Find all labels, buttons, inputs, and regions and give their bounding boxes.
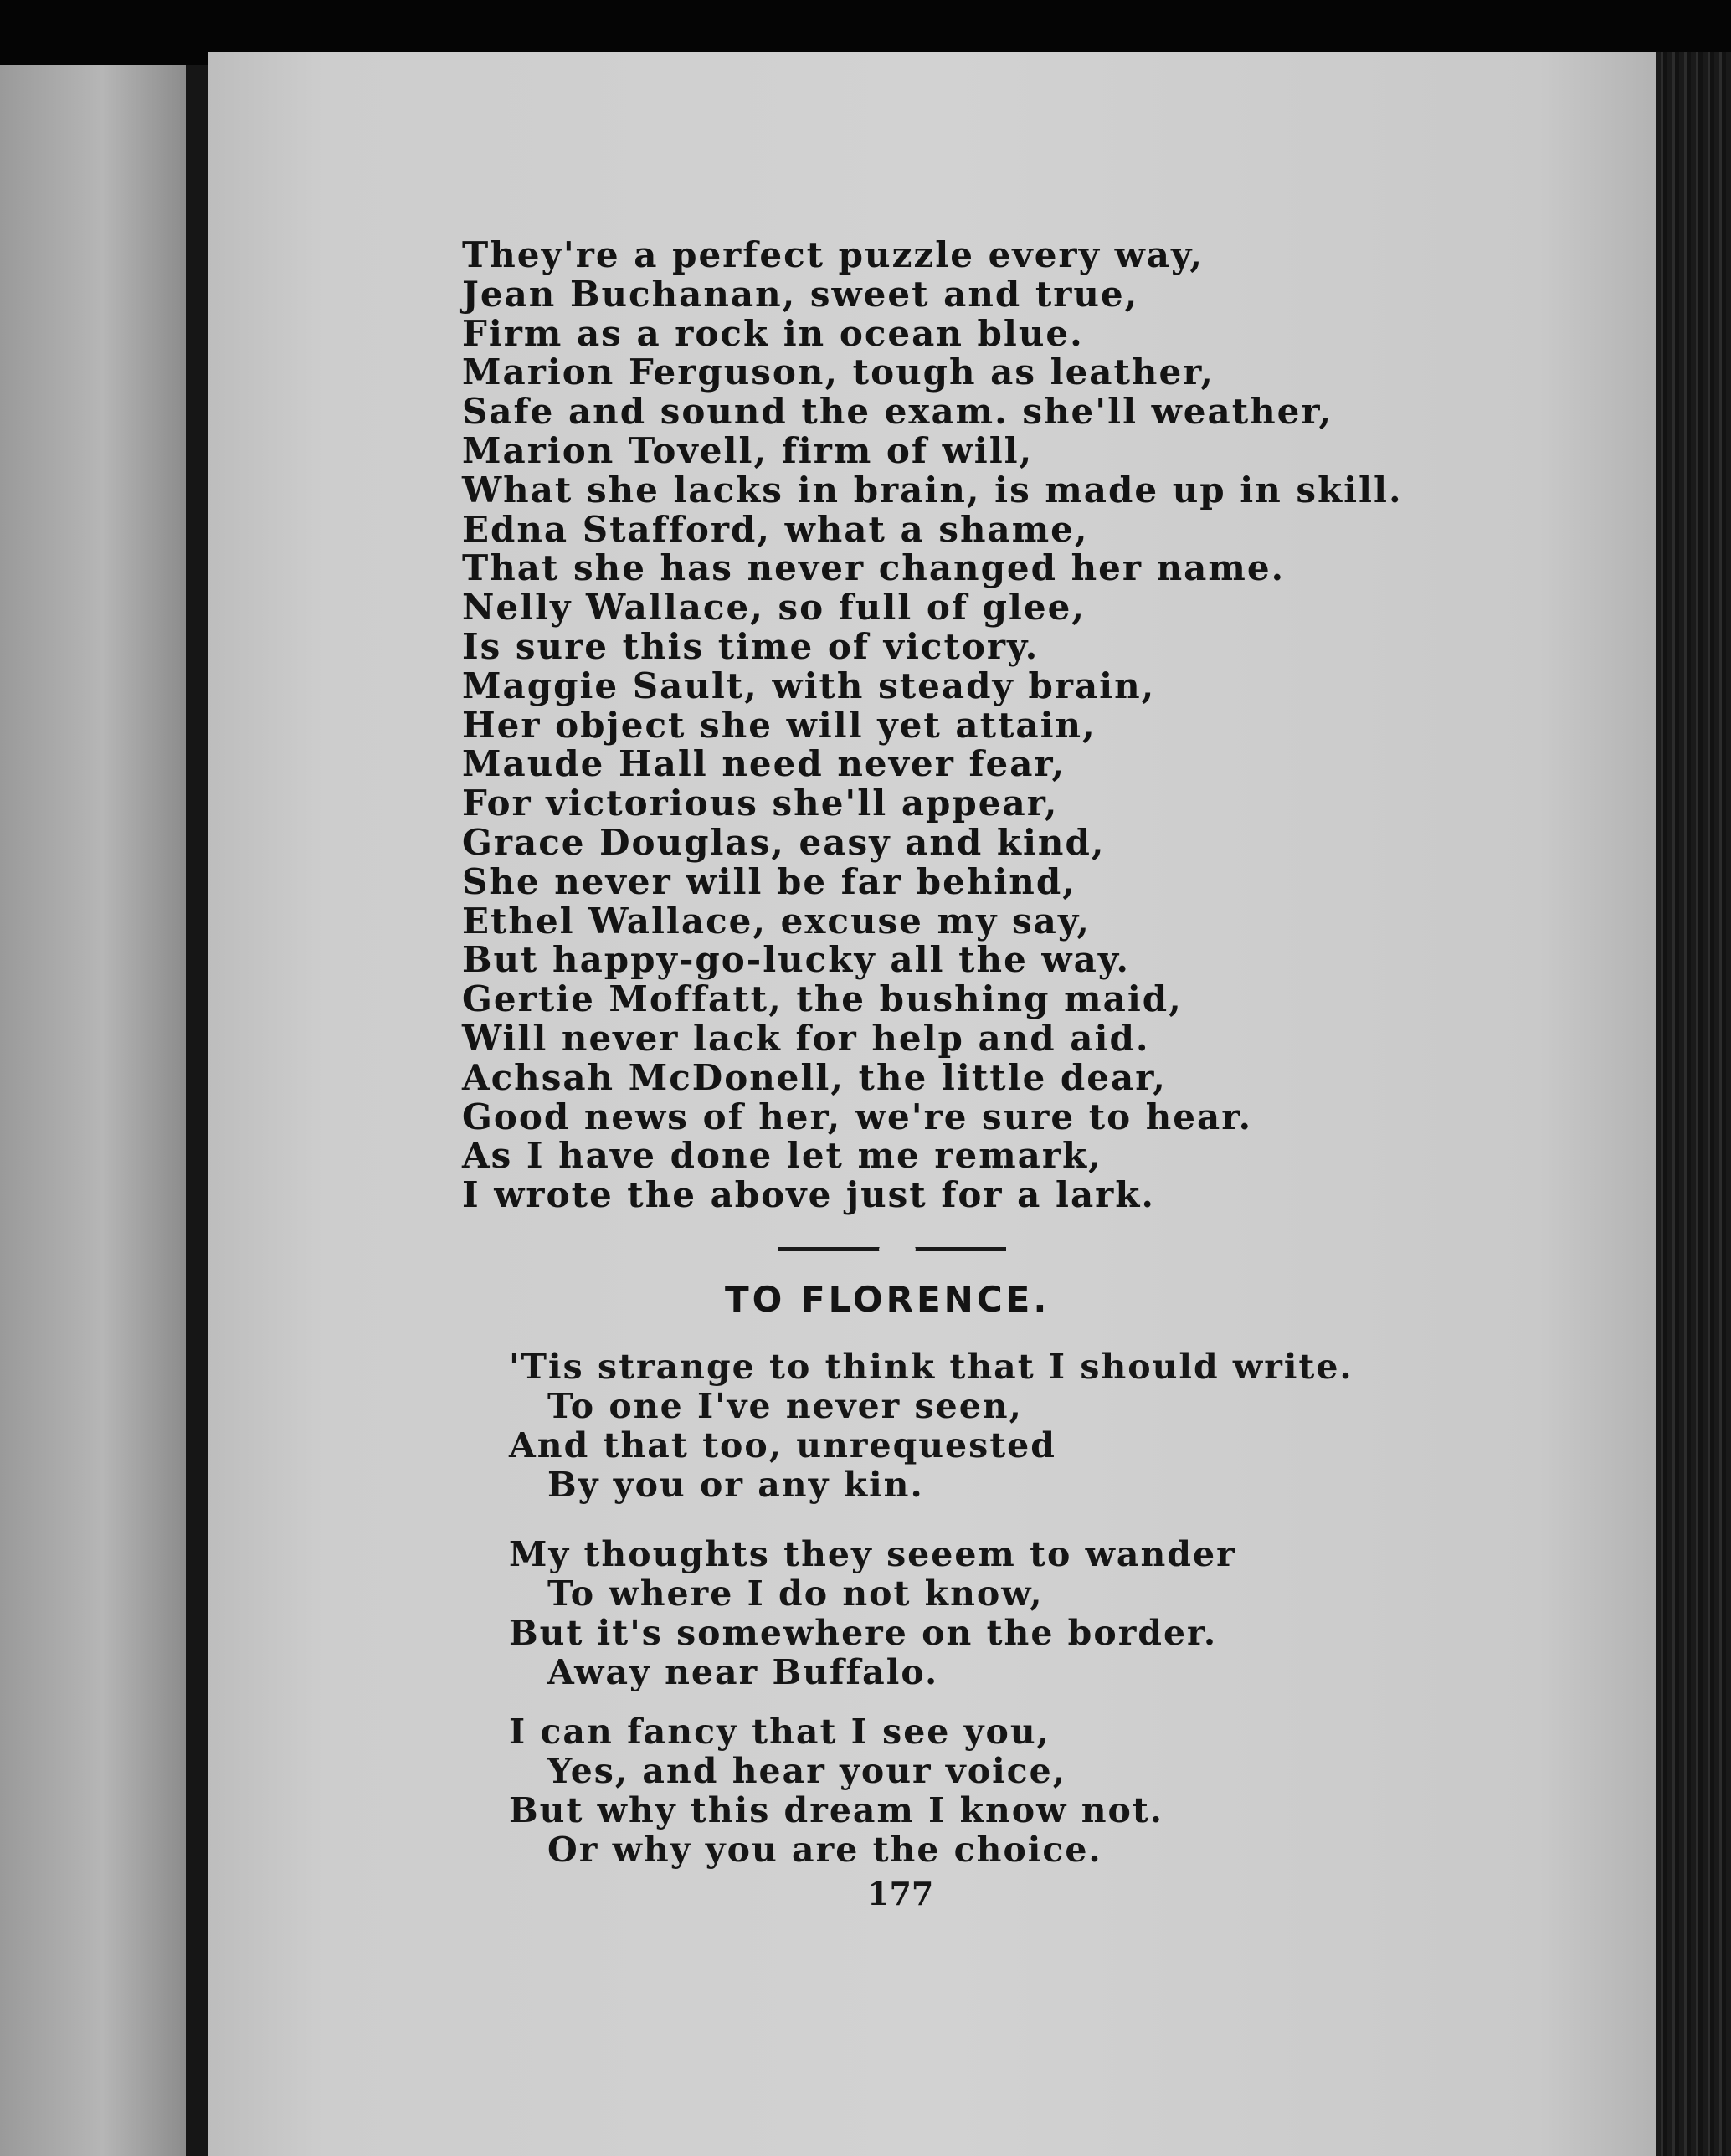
verse-line: Her object she will yet attain, xyxy=(462,704,1097,746)
verse-line: Good news of her, we're sure to hear. xyxy=(462,1096,1253,1137)
verse-line: Ethel Wallace, excuse my say, xyxy=(462,900,1091,942)
verse-line: Marion Ferguson, tough as leather, xyxy=(462,352,1215,393)
verse-line: I wrote the above just for a lark. xyxy=(462,1174,1156,1216)
book-gutter xyxy=(186,65,208,2156)
verse-line: They're a perfect puzzle every way, xyxy=(462,234,1204,275)
verse-line: As I have done let me remark, xyxy=(462,1135,1102,1177)
stanza-3 xyxy=(509,1712,1163,1870)
verse-line: For victorious she'll appear, xyxy=(462,783,1059,824)
verse-line: She never will be far behind, xyxy=(462,860,1076,902)
verse-line: What she lacks in brain, is made up in skill. xyxy=(462,469,1403,511)
page-edges xyxy=(1656,52,1731,2156)
verse-line: Safe and sound the exam. she'll weather, xyxy=(462,391,1333,433)
verse-line: Maggie Sault, with steady brain, xyxy=(462,665,1156,706)
verse-line: But it's somewhere on the border. xyxy=(509,1613,1218,1653)
verse-line: My thoughts they seeem to wander xyxy=(509,1534,1236,1574)
facing-page xyxy=(0,65,186,2156)
verse-line: Nelly Wallace, so full of glee, xyxy=(462,587,1086,629)
verse-line: Maude Hall need never fear, xyxy=(462,743,1066,785)
verse-line: To one I've never seen, xyxy=(547,1386,1023,1426)
verse-line: That she has never changed her name. xyxy=(462,547,1286,589)
verse-line: Yes, and hear your voice, xyxy=(547,1751,1066,1791)
verse-line: Is sure this time of victory. xyxy=(462,625,1040,667)
divider-ornament xyxy=(879,1240,916,1259)
verse-line: Gertie Moffatt, the bushing maid, xyxy=(462,978,1183,1020)
stanza-2 xyxy=(509,1535,1236,1692)
verse-line: I can fancy that I see you, xyxy=(509,1712,1050,1752)
verse-line: And that too, unrequested xyxy=(509,1425,1056,1466)
verse-line: To where I do not know, xyxy=(547,1573,1044,1614)
verse-line: By you or any kin. xyxy=(547,1465,924,1505)
stanza-1 xyxy=(509,1348,1353,1505)
verse-line: Jean Buchanan, sweet and true, xyxy=(462,273,1139,315)
verse-line: But happy-go-lucky all the way. xyxy=(462,939,1130,981)
verse-line: Grace Douglas, easy and kind, xyxy=(462,821,1106,863)
poem-title: TO FLORENCE. xyxy=(725,1279,1050,1320)
verse-line: 'Tis strange to think that I should write. xyxy=(509,1347,1353,1387)
verse-line: Marion Tovell, firm of will, xyxy=(462,429,1034,471)
verse-line: Achsah McDonell, the little dear, xyxy=(462,1056,1167,1098)
poem-class-verse xyxy=(462,236,1403,1215)
verse-line: Away near Buffalo. xyxy=(547,1652,939,1692)
verse-line: Firm as a rock in ocean blue. xyxy=(462,312,1084,354)
verse-line: Or why you are the choice. xyxy=(547,1830,1102,1870)
verse-line: Edna Stafford, what a shame, xyxy=(462,508,1089,550)
verse-line: But why this dream I know not. xyxy=(509,1790,1164,1830)
verse-line: Will never lack for help and aid. xyxy=(462,1017,1150,1059)
page-number: 177 xyxy=(867,1875,934,1912)
